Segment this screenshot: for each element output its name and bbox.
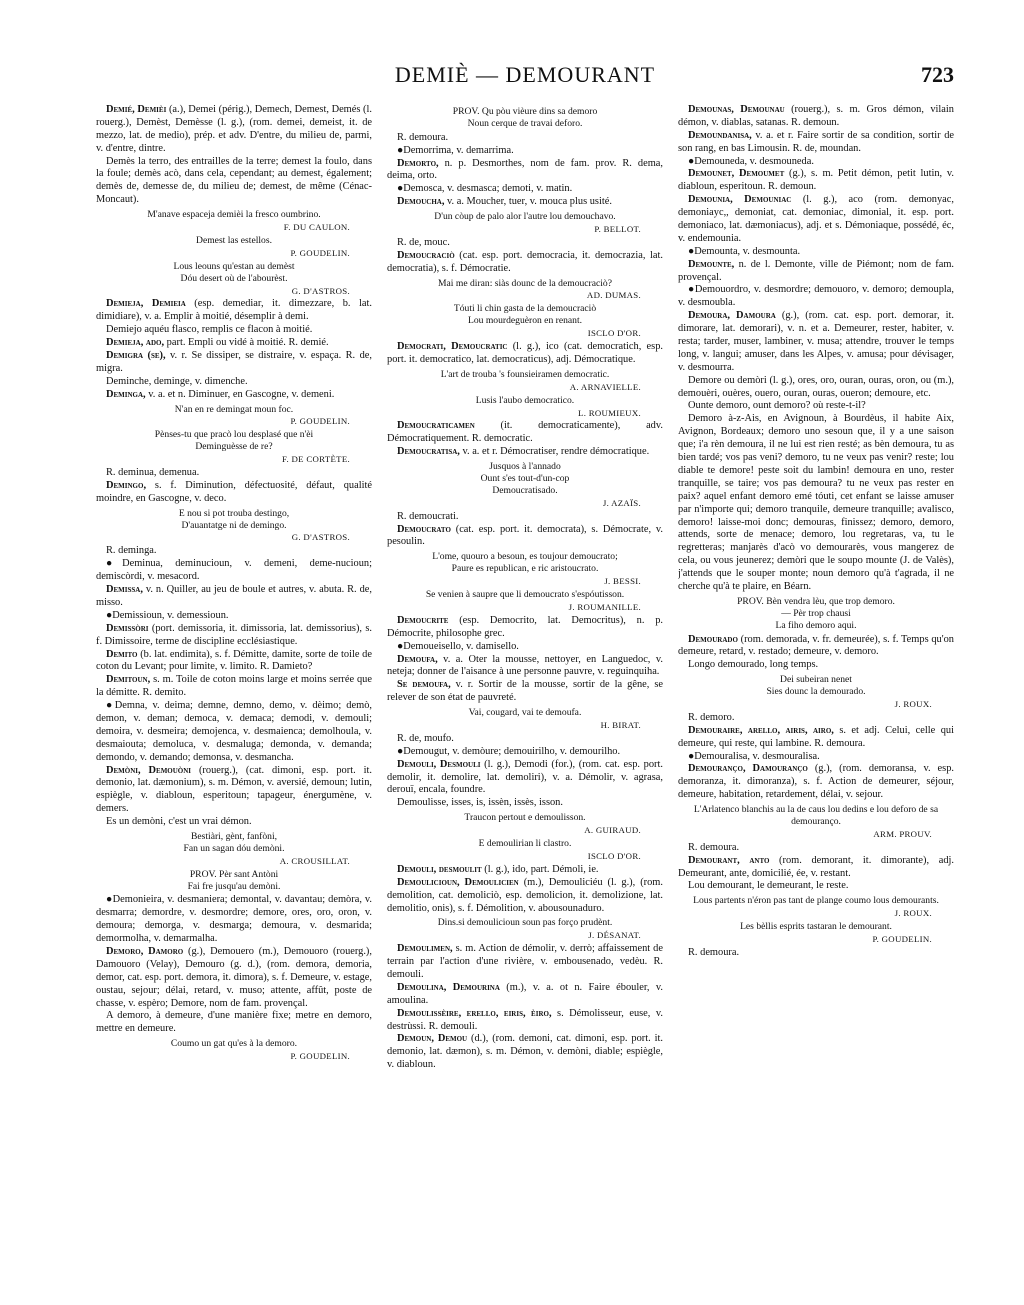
entry-definition: (l. g.), ido, part. Démoli, ie. — [481, 863, 599, 875]
citation-author: J. BESSI. — [604, 576, 641, 587]
dictionary-entry — [678, 194, 954, 246]
entry-definition: (rouerg.), s. m. Gros démon, vilain démon, v. diablas, satanas. R. demoun. — [678, 104, 954, 128]
dictionary-entry — [678, 855, 954, 881]
citation-author: H. BIRAT. — [600, 719, 641, 730]
citation-quote — [387, 461, 663, 497]
entry-headword: Demounas, Demounau — [688, 104, 785, 115]
citation-quote — [387, 369, 663, 381]
entry-text: R. demoura. — [688, 946, 740, 958]
quote-line: Traucon pertout e demoulisson. — [464, 812, 586, 824]
citation-quote — [678, 895, 954, 907]
entry-text: R. deminua, demenua. — [106, 467, 200, 479]
entry-headword: Demoucrite — [397, 614, 449, 626]
dictionary-entry — [387, 420, 663, 446]
quote-line: Tóuti li chin gasta de la demoucraciò — [453, 303, 597, 315]
citation-quote — [387, 395, 663, 407]
entry-text: Demès la terro, des entrailles de la terre; demest la foulo, dans la foule; demès acò, dans cela, cependant; au demest, également; demès de, demesse de, du milieu de; demest, de même (Cénac-Moncaut). — [96, 155, 372, 206]
entry-headword: Demoucrato — [397, 523, 451, 535]
quote-line: Deminguèsse de re? — [195, 441, 273, 453]
dictionary-entry — [96, 649, 372, 675]
entry-definition: v. a. et n. Diminuer, en Gascogne, v. demeni. — [145, 388, 335, 400]
citation-quote — [387, 551, 663, 575]
running-title: DEMIÈ — DEMOURANT — [394, 62, 656, 87]
citation-quote — [387, 917, 663, 929]
dictionary-entry — [678, 104, 954, 130]
entry-definition: (l. g.), Demodi (for.), (rom. cat. esp. port. demolir, it. demolire, lat. demoliri), v. a. Démolir, v. agrasa, derouï, encala, foundre. — [387, 758, 663, 796]
quote-line: Dóu desert où de l'abourèst. — [180, 272, 288, 284]
entry-definition: (a.), Demei (périg.), Demech, Demest, Demés (l. rouerg.), Demèst, Demèsse (l. g.), (rom. demei, demeist, it. de mezzo, lat. de medio), prép. et adv. D'entre, du milieu de, parmi, v. d'entre, dintre. — [96, 104, 372, 154]
entry-headword: Demoucratisa, — [397, 446, 460, 458]
proverb — [96, 869, 372, 893]
quote-line: Lous leouns qu'estan au demèst — [173, 260, 295, 272]
entry-text: Demoulisse, isses, is, issèn, issès, isson. — [397, 797, 563, 809]
entry-definition: (cat. esp. port. it. democrata), s. Démocrate, v. pesoulin. — [387, 523, 663, 548]
entry-definition: (port. demissoria, it. dimissoria, lat. demissorius), s. f. Dimissoire, terme de discipline ecclésiastique. — [96, 622, 372, 647]
quote-line: L'ome, quouro a besoun, es toujour demoucrato; — [432, 551, 618, 563]
dictionary-entry — [678, 310, 954, 374]
quote-line: Demoucratisado. — [492, 484, 558, 496]
entry-headword: Demoulina, Demourina — [397, 981, 500, 993]
entry-headword: Demounte, — [688, 258, 735, 270]
entry-headword: Demoro, Damoro — [106, 946, 184, 957]
citation-quote — [678, 921, 954, 933]
dictionary-entry — [387, 1033, 663, 1072]
entry-definition: (rom. demorada, v. fr. demeurée), s. f. Temps qu'on demeure, retard, v. restado; demeure, v. demoro. — [678, 633, 954, 658]
dictionary-entry — [96, 298, 372, 324]
entry-text: ●Demorrima, v. demarrima. — [397, 144, 514, 156]
entry-headword: Demitoun, — [106, 674, 151, 686]
entry-headword: Demito — [106, 648, 138, 660]
dictionary-entry — [96, 480, 372, 506]
entry-text: ●Deminua, deminucioun, v. demeni, deme-nucioun; demiscòrdi, v. mesacord. — [96, 558, 372, 583]
entry-text: Longo demourado, long temps. — [688, 659, 819, 671]
quote-line: Se venien à saupre que li demoucrato s'espóutisson. — [425, 589, 625, 601]
column-right — [678, 104, 954, 1284]
entry-headword: Demié, Demièi — [106, 104, 167, 115]
column-left — [96, 104, 372, 1284]
citation-author: A. CROUSILLAT. — [279, 855, 350, 866]
quote-line: L'art de trouba 's founsieiramen democratic. — [440, 368, 610, 380]
quote-line: Mai me diran: siàs dounc de la demoucraciò? — [438, 277, 612, 289]
citation-author: P. GOUDELIN. — [290, 247, 350, 258]
entry-text: Es un demòni, c'est un vrai démon. — [106, 816, 252, 828]
quote-line: Lou mourdeguèron en renant. — [467, 315, 583, 327]
citation-quote — [387, 211, 663, 223]
entry-definition: n. p. Desmorthes, nom de fam. prov. R. dema, deima, orto. — [387, 157, 663, 182]
dictionary-entry — [387, 446, 663, 459]
citation-author: J. ROUX. — [894, 698, 932, 709]
dictionary-entry — [678, 130, 954, 156]
quote-line: Lusis l'aubo democratico. — [475, 394, 575, 406]
citation-quote — [96, 235, 372, 247]
proverb-line: Fai fre jusqu'au demòni. — [187, 880, 281, 892]
entry-definition: s. et adj. Celui, celle qui demeure, qui reste, qui lambine. R. demoura. — [678, 724, 954, 749]
entry-headword: Demouli, desmoulit — [397, 863, 482, 875]
dictionary-entry — [96, 623, 372, 649]
quote-line: Sies dounc la demourado. — [766, 686, 866, 698]
quote-line: E demoulirian li clastro. — [478, 838, 572, 850]
citation-quote — [387, 812, 663, 824]
entry-headword: Demourado — [688, 633, 738, 645]
citation-quote — [387, 303, 663, 327]
proverb — [678, 596, 954, 632]
dictionary-entry — [387, 250, 663, 276]
entry-text: ●Demonieira, v. desmaniera; demontal, v. davantau; demòra, v. desmarra; demordre, v. desmordre; demore, ores, oro, oron, v. demoura; demorga, v. desmarga; demoura, v. desmarida; demormolha, v. demarmalha. — [96, 894, 372, 945]
entry-text: R. de, moufo. — [397, 732, 454, 744]
column-middle — [387, 104, 663, 1284]
quote-line: Jusquos à l'annado — [489, 461, 561, 473]
dictionary-entry — [387, 654, 663, 680]
entry-headword: Democrati, Demoucratic — [397, 341, 508, 353]
dictionary-entry — [387, 759, 663, 798]
entry-text: R. demoura. — [688, 841, 740, 853]
quote-line: Les bèllis esprits tastaran le demourant. — [740, 921, 892, 933]
entry-definition: (rouerg.), (cat. dimoni, esp. port. it. demonio, lat. dæmonium), s. m. Démon, v. aversié, demoun; lutin, espiègle, v. diabloun, esperitoun; tapageur, énergumène, v. demers. — [96, 764, 372, 815]
citation-author: A. ARNAVIELLE. — [569, 381, 641, 392]
dictionary-entry — [96, 674, 372, 700]
proverb-line: PROV. Bèn vendra lèu, que trop demoro. — [737, 595, 895, 607]
entry-headword: Demourant, anto — [688, 854, 770, 866]
entry-definition: s. m. Toile de coton moins large et moins serrée que la démitte. R. demito. — [96, 674, 372, 699]
citation-author: ISCLO D'OR. — [587, 328, 641, 339]
entry-definition: s. f. Diminution, défectuosité, défaut, qualité moindre, en Gascogne, v. deco. — [96, 479, 372, 504]
entry-definition: (cat. esp. port. democracia, it. democrazia, lat. democratia), s. f. Démocratie. — [387, 249, 663, 274]
quote-line: D'auantatge ni de demingo. — [181, 519, 287, 531]
entry-text: R. demoura. — [397, 131, 449, 143]
entry-headword: Demoura, Damoura — [688, 310, 776, 322]
entry-definition: (esp. Democrito, lat. Democritus), n. p. Démocrite, philosophe grec. — [387, 614, 663, 639]
quote-line: E nou si pot trouba destingo, — [178, 507, 290, 519]
entry-headword: Demoulissèire, erello, eiris, èiro, — [397, 1007, 552, 1019]
entry-definition: v. r. Se dissiper, se distraire, v. espaça. R. de, migra. — [96, 349, 372, 374]
quote-line: L'Arlatenco blanchis au la de caus lou dedins e lou deforo de sa demouranço. — [693, 804, 939, 827]
citation-author: F. DU CAULON. — [283, 222, 350, 233]
citation-author: G. D'ASTROS. — [291, 532, 350, 543]
entry-definition: s. Démolisseur, euse, v. destrùssi. R. demouli. — [387, 1007, 663, 1032]
entry-definition: n. de l. Demonte, ville de Piémont; nom de fam. provençal. — [678, 258, 954, 283]
citation-author: J. ROUMANILLE. — [568, 601, 641, 612]
quote-line: Ount s'es tout-d'un-cop — [480, 473, 570, 485]
entry-text: Demiejo aquéu flasco, remplis ce flacon à moitié. — [106, 324, 313, 336]
dictionary-entry — [387, 864, 663, 877]
quote-line: Bestiàri, gènt, fanfòni, — [190, 830, 278, 842]
entry-definition: (rom. demorant, it. dimorante), adj. Demeurant, ante, domicilié, ée, v. restant. — [678, 854, 954, 879]
citation-quote — [96, 508, 372, 532]
page-header — [96, 62, 954, 96]
entry-text: Lou demourant, le demeurant, le reste. — [688, 880, 849, 892]
entry-headword: Demoun, Demou — [397, 1033, 468, 1045]
entry-definition: (m.), v. a. ot n. Faire ébouler, v. amoulina. — [387, 981, 663, 1006]
dictionary-entry — [387, 1008, 663, 1034]
citation-quote — [96, 831, 372, 855]
entry-definition: v. r. Sortir de la mousse, sortir de la gêne, se relever de son état de pauvreté. — [387, 679, 663, 704]
entry-text: R. de, mouc. — [397, 236, 450, 248]
entry-definition: s. m. Action de démolir, v. derrò; affaissement de terrain par l'action d'une rivière, v. embousenado, vedèu. R. demouli. — [387, 943, 663, 980]
entry-headword: Demouli, Desmouli — [397, 758, 481, 770]
entry-headword: Demouranço, Damouranço — [688, 763, 808, 775]
dictionary-entry — [387, 524, 663, 550]
entry-headword: Demoundanisa, — [688, 129, 752, 141]
entry-headword: Demoucraticamen — [397, 420, 475, 432]
text-columns — [96, 104, 954, 1284]
entry-text: ●Demouordro, v. desmordre; demouoro, v. demoro; demoupla, v. desmoubla. — [678, 284, 954, 309]
citation-quote — [387, 838, 663, 850]
entry-text: ●Demounta, v. desmounta. — [688, 245, 801, 257]
entry-text: ●Demosca, v. desmasca; demoti, v. matin. — [397, 183, 573, 195]
citation-quote — [96, 429, 372, 453]
dictionary-entry — [387, 341, 663, 367]
citation-quote — [387, 589, 663, 601]
citation-quote — [678, 804, 954, 828]
citation-author: J. ROUX. — [894, 908, 932, 919]
entry-text: R. demoucrati. — [397, 510, 459, 522]
quote-line: N'an en re demingat moun foc. — [174, 403, 294, 415]
quote-line: Dins.si demoulicioun soun pas forço prudènt. — [437, 917, 613, 929]
quote-line: Dei subeiran nenet — [780, 674, 852, 686]
entry-headword: Demoulicioun, Demoulicien — [397, 876, 519, 888]
dictionary-entry — [387, 615, 663, 641]
entry-definition: part. Empli ou vidé à moitié. R. demié. — [164, 337, 329, 349]
entry-text: R. demoro. — [688, 711, 735, 723]
entry-text: ●Demissioun, v. demessioun. — [106, 609, 229, 621]
page-number: 723 — [921, 62, 954, 87]
entry-definition: v. a. et r. Démocratiser, rendre démocratique. — [459, 446, 650, 458]
quote-line: Demest las estellos. — [196, 234, 272, 246]
dictionary-entry — [387, 679, 663, 705]
citation-quote — [678, 674, 954, 698]
entry-text: R. deminga. — [106, 545, 157, 557]
dictionary-entry — [387, 943, 663, 982]
entry-headword: Demoufa, — [397, 653, 438, 665]
entry-headword: Demòni, Demouòni — [106, 764, 192, 776]
entry-text: Ounte demoro, ount demoro? où reste-t-il? — [688, 400, 866, 412]
citation-author: P. GOUDELIN. — [872, 934, 932, 945]
entry-headword: Deminga, — [106, 388, 146, 400]
entry-headword: Demissòri — [106, 622, 149, 634]
quote-line: Coumo un gat qu'es à la demoro. — [170, 1038, 298, 1050]
citation-author: ARM. PROUV. — [873, 828, 932, 839]
dictionary-entry — [678, 725, 954, 751]
entry-definition: (g.), (rom. cat. esp. port. demorar, it. dimorare, lat. demorari), v. n. et a. Demeurer, rester, habiter, v. resta; tarder, muser, lambiner, v. musa; attendre, trouver le temps long, v. langui; amuser, dans les Alpes, v. amusa; pour dévisager, v. desmourra. — [678, 310, 954, 373]
citation-author: ISCLO D'OR. — [587, 850, 641, 861]
entry-headword: Demingo, — [106, 479, 147, 491]
entry-definition: (m.), Demouliciéu (l. g.), (rom. demolition, cat. demoliciò, esp. demolicion, it. demolizione, lat. demolitio, onis), s. f. Démolition, v. abousounaduro. — [387, 876, 663, 914]
entry-definition: (d.), (rom. demoni, cat. dimoni, esp. port. it. demonio, lat. dæmon), s. m. Démon, v. demòni, diable; espiègle, v. diabloun. — [387, 1033, 663, 1071]
citation-author: L. ROUMIEUX. — [578, 407, 641, 418]
entry-text: ●Demougut, v. demòure; demouirilho, v. demourilho. — [397, 745, 621, 757]
citation-author: G. D'ASTROS. — [291, 285, 350, 296]
citation-author: J. AZAÏS. — [602, 497, 641, 508]
citation-author: P. GOUDELIN. — [290, 1051, 350, 1062]
citation-quote — [387, 278, 663, 290]
citation-quote — [96, 261, 372, 285]
entry-definition: (it. democraticamente), adv. Démocratiquement. R. democratic. — [387, 420, 663, 445]
citation-quote — [96, 209, 372, 221]
quote-line: Lous partents n'éron pas tant de plange coumo lous demourants. — [693, 895, 939, 907]
entry-headword: Demoucraciò — [397, 249, 455, 261]
entry-headword: Demoucha, — [397, 196, 445, 208]
entry-text: Demoro à-z-Ais, en Avignoun, à Bourdèus, il habite Aix, Avignon, Bordeaux; demoro uno sesoun que, il y a une saison que; i'a rèn demoura, il ne lui est rien resté; as bèn demoura, tu as bien tardé; vos pas veni? demoro, tu ne veux pas venir? reste; lou diable te demore! peste soit du lambin! demoura en uno, rester tranquille, se taire; vos pas demoura? tu ne veux pas rester en paix? aquel enfant demoro emé tóuti, cet enfant se laisse amuser par n'importe qui; demoro tranquile, demeure tranquille; avalisco, demoro! laisse-moi donc; demouras, finissez; demoro, demoro, attends, sorte de menace; demoro, lou regretaras, va, tu le regretteras; manjarès d'acò vo demourarès, vous mangerez de cela, ou vous jeunerez; demòri que le soupo mounte (J. de Valès), j'attends que le souper monte; noun demoro qu'à t'agrada, il ne cherche qu'à te plaire, en Béarn. — [678, 413, 954, 592]
citation-author: AD. DUMAS. — [586, 290, 641, 301]
entry-definition: (l. g.), ico (cat. democratich, esp. port. it. democratico, lat. democraticus), adj. Démocratique. — [387, 341, 663, 365]
entry-definition: (b. lat. endimita), s. f. Démitte, damite, sorte de toile de coton du Levant; pour limite, v. limito. R. Damieto? — [96, 648, 372, 673]
entry-text: Deminche, deminge, v. dimenche. — [106, 375, 248, 387]
entry-definition: (esp. demediar, it. dimezzare, b. lat. dimidiare), v. a. Emplir à moitié, désemplir à demi. — [96, 298, 372, 323]
proverb-line: PROV. Qu pòu vièure dins sa demoro — [452, 106, 598, 117]
entry-definition: (l. g.), aco (rom. demonyac, demoniayc,, demoniat, cat. demoniac, dimonial, it. esp. port. demoniaco, lat. dæmoniacus), adj. et s. Démoniaque, possédé, éc, v. endemounia. — [678, 194, 954, 244]
entry-headword: Demorto, — [397, 157, 439, 169]
dictionary-entry — [678, 259, 954, 285]
entry-headword: Se demoufa, — [397, 679, 451, 691]
entry-definition: v. a. et r. Faire sortir de sa condition, sortir de son rang, en bas Limousin. R. de, moundan. — [678, 129, 954, 154]
entry-definition: v. n. Quiller, au jeu de boule et autres, v. abuta. R. de, misso. — [96, 584, 372, 608]
dictionary-entry — [96, 765, 372, 817]
proverb-line: Noun cerque de travai deforo. — [467, 117, 583, 129]
entry-headword: Demieja, Demieia — [106, 298, 186, 310]
entry-headword: Demissa, — [106, 584, 143, 596]
quote-line: Fan un sagan dóu demòni. — [183, 842, 285, 854]
citation-author: J. DÉSANAT. — [588, 930, 641, 941]
entry-definition: (g.), (rom. demoransa, v. esp. demoranza, it. dimoranza), s. f. Action de demeurer, séjour, demeure, habitation, retardement, délai, v. sejour. — [678, 763, 954, 801]
proverb-line: — Pèr trop chausi — [781, 607, 851, 619]
citation-author: P. BELLOT. — [594, 224, 641, 235]
proverb-line: PROV. Pèr sant Antòni — [189, 868, 279, 880]
entry-definition: (g.), s. m. Petit démon, petit lutin, v. diabloun, esperitoun. R. demoun. — [678, 168, 954, 193]
dictionary-entry — [387, 158, 663, 184]
entry-definition: (g.), Demouero (m.), Demouoro (rouerg.), Damouoro (Velay), Demouro (g. d.), (rom. demora, demoria, demor, cat. esp. port. demora, it. dimora), s. f. Demeure, v. estage, oustau, sejour; délai, retard, v. muso; attente, affût, poste de chasse, v. espèro; Demore, nom de fam. provençal. — [96, 946, 372, 1009]
dictionary-entry — [387, 982, 663, 1008]
quote-line: Vai, cougard, vai te demoufa. — [468, 707, 582, 719]
entry-headword: Demigra (se), — [106, 349, 166, 361]
dictionary-entry — [678, 634, 954, 660]
proverb — [387, 106, 663, 130]
citation-quote — [96, 404, 372, 416]
dictionary-entry — [96, 584, 372, 610]
entry-headword: Demounia, Demouniac — [688, 194, 792, 206]
entry-definition: v. a. Moucher, tuer, v. mouca plus usité. — [444, 196, 612, 208]
entry-text: Demore ou demòri (l. g.), ores, oro, ouran, ouras, oron, ou (m.), demouèri, ouères, ouero, ouran, ouras, oueron; demoure, etc. — [678, 374, 954, 399]
entry-text: A demoro, à demeure, d'une manière fixe; metre en demoro, mettre en demeure. — [96, 1010, 372, 1035]
citation-author: P. GOUDELIN. — [290, 416, 350, 427]
quote-line: Pènses-tu que pracò lou desplasé que n'èi — [154, 429, 314, 441]
quote-line: D'un còup de palo alor l'autre lou demouchavo. — [434, 211, 616, 223]
citation-author: F. DE CORTÈTE. — [282, 454, 350, 465]
entry-text: ●Demouralisa, v. desmouralisa. — [688, 750, 820, 762]
entry-text: ●Demna, v. deima; demne, demno, demo, v. dèimo; demò, demon, v. deman; democa, v. demaca; demodi, v. demouli; demoira, v. desmeira; demojenca, v. desmaienca; demolhoula, v. desmaiouta; demoluca, v. desmaluga; demonda, v. demanda; demondo, v. demando; demonsa, v. desmancha. — [96, 700, 372, 763]
quote-line: M'anave espaceja demièi la fresco oumbrino. — [147, 209, 321, 221]
dictionary-entry — [678, 168, 954, 194]
dictionary-entry — [678, 763, 954, 802]
entry-headword: Demounet, Demoumet — [688, 168, 785, 180]
dictionary-entry — [96, 946, 372, 1010]
dictionary-entry — [96, 350, 372, 376]
entry-text: ●Demouneda, v. desmouneda. — [688, 155, 814, 167]
dictionary-entry — [387, 196, 663, 209]
entry-definition: v. a. Oter la mousse, nettoyer, en Languedoc, v. neteja; donner de l'aisance à une personne pauvre, v. reguinquiha. — [387, 653, 663, 678]
proverb-line: La fiho demoro aqui. — [775, 619, 857, 631]
entry-headword: Demieja, ado, — [106, 337, 165, 349]
entry-text: ●Demoueisello, v. damisello. — [397, 640, 519, 652]
quote-line: Paure es republican, e ric aristoucrato. — [451, 563, 599, 575]
entry-headword: Demoulimen, — [397, 943, 453, 955]
citation-author: A. GUIRAUD. — [584, 825, 641, 836]
dictionary-entry — [96, 104, 372, 156]
dictionary-entry — [387, 877, 663, 916]
citation-quote — [96, 1038, 372, 1050]
dictionary-entry — [96, 389, 372, 402]
entry-headword: Demouraire, arello, airis, airo, — [688, 724, 834, 736]
dictionary-entry — [96, 337, 372, 350]
citation-quote — [387, 707, 663, 719]
